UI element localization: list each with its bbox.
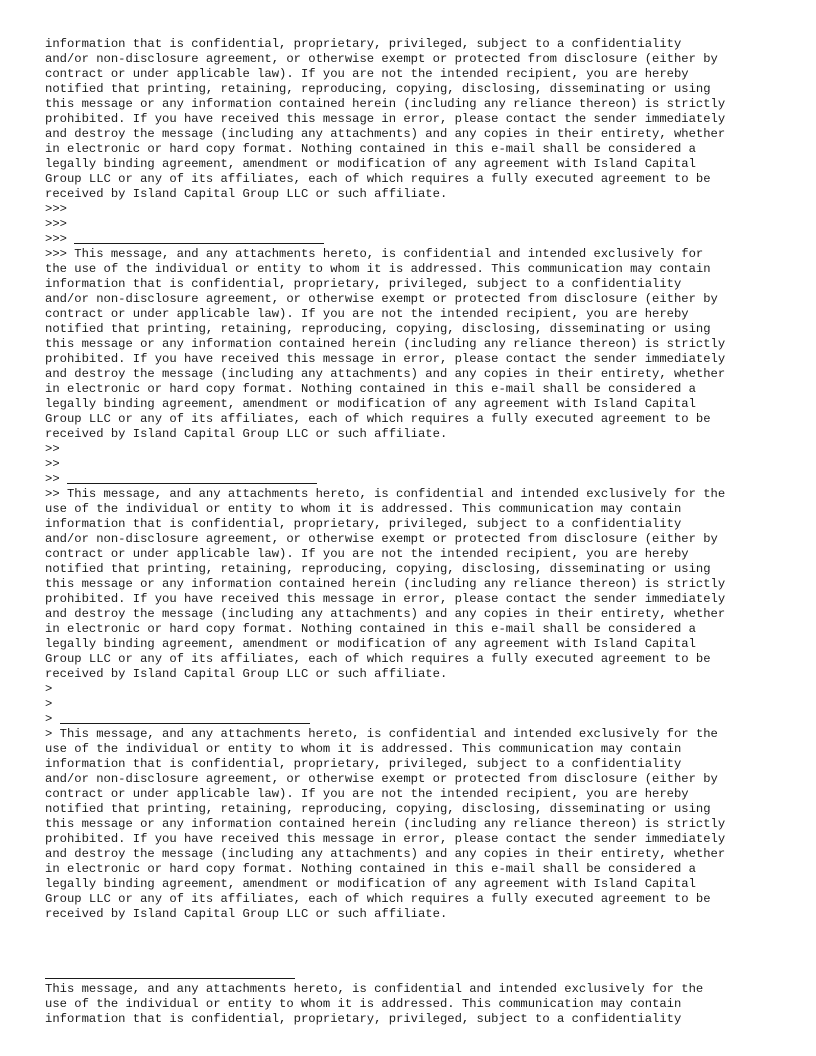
line-text: in electronic or hard copy format. Nothing contained in this e-mail shall be considered a: [45, 622, 696, 636]
text-line: [45, 892, 785, 907]
text-line: [45, 157, 785, 172]
text-line: [45, 292, 785, 307]
text-line: [45, 82, 785, 97]
line-text: and destroy the message (including any attachments) and any copies in their entirety, whether: [45, 367, 726, 381]
line-text: legally binding agreement, amendment or modification of any agreement with Island Capital: [45, 877, 696, 891]
text-line: [45, 442, 785, 457]
text-line: [45, 502, 785, 517]
text-line: [45, 832, 785, 847]
separator-rule: [60, 712, 310, 724]
line-text: information that is confidential, proprietary, privileged, subject to a confidentiality: [45, 757, 682, 771]
line-text: information that is confidential, proprietary, privileged, subject to a confidentiality: [45, 517, 682, 531]
line-text: this message or any information contained herein (including any reliance thereon) is strictly: [45, 577, 726, 591]
line-text: in electronic or hard copy format. Nothing contained in this e-mail shall be considered a: [45, 862, 696, 876]
text-line: [45, 172, 785, 187]
text-line: [45, 487, 785, 502]
text-line: [45, 37, 785, 52]
line-text: use of the individual or entity to whom it is addressed. This communication may contain: [45, 997, 682, 1011]
line-text: legally binding agreement, amendment or modification of any agreement with Island Capital: [45, 397, 696, 411]
line-text: >>: [45, 472, 67, 486]
text-line: [45, 937, 785, 952]
text-line: [45, 532, 785, 547]
line-text: >: [45, 712, 60, 726]
text-line: [45, 637, 785, 652]
text-line: [45, 907, 785, 922]
text-line: [45, 922, 785, 937]
line-text: legally binding agreement, amendment or modification of any agreement with Island Capital: [45, 157, 696, 171]
line-text: and destroy the message (including any attachments) and any copies in their entirety, whether: [45, 847, 726, 861]
text-line: [45, 277, 785, 292]
line-text: this message or any information contained herein (including any reliance thereon) is strictly: [45, 337, 726, 351]
line-text: and destroy the message (including any attachments) and any copies in their entirety, whether: [45, 127, 726, 141]
line-text: contract or under applicable law). If you are not the intended recipient, you are hereby: [45, 307, 689, 321]
separator-rule: [74, 232, 324, 244]
line-text: >>>: [45, 202, 67, 216]
text-line: [45, 67, 785, 82]
line-text: prohibited. If you have received this message in error, please contact the sender immediately: [45, 832, 726, 846]
text-line: [45, 817, 785, 832]
line-text: information that is confidential, proprietary, privileged, subject to a confidentiality: [45, 1012, 682, 1026]
line-text: >>> This message, and any attachments hereto, is confidential and intended exclusively for: [45, 247, 704, 261]
text-line: [45, 187, 785, 202]
text-line: [45, 382, 785, 397]
line-text: in electronic or hard copy format. Nothing contained in this e-mail shall be considered a: [45, 382, 696, 396]
line-text: >>>: [45, 217, 67, 231]
line-text: and/or non-disclosure agreement, or otherwise exempt or protected from disclosure (either by: [45, 532, 718, 546]
text-line: [45, 967, 785, 982]
text-line: [45, 682, 785, 697]
text-line: [45, 577, 785, 592]
text-line: [45, 1012, 785, 1027]
text-line: [45, 457, 785, 472]
text-line: [45, 622, 785, 637]
line-text: and/or non-disclosure agreement, or otherwise exempt or protected from disclosure (either by: [45, 292, 718, 306]
line-text: received by Island Capital Group LLC or such affiliate.: [45, 667, 448, 681]
line-text: notified that printing, retaining, reproducing, copying, disclosing, disseminating or using: [45, 82, 711, 96]
line-text: received by Island Capital Group LLC or such affiliate.: [45, 427, 448, 441]
text-line: [45, 352, 785, 367]
line-text: Group LLC or any of its affiliates, each of which requires a fully executed agreement to be: [45, 172, 711, 186]
text-line: [45, 262, 785, 277]
line-text: received by Island Capital Group LLC or such affiliate.: [45, 907, 448, 921]
text-line: [45, 877, 785, 892]
text-line: [45, 412, 785, 427]
text-line: [45, 472, 785, 487]
separator-rule: [45, 967, 295, 979]
line-text: >>: [45, 457, 60, 471]
line-text: notified that printing, retaining, reproducing, copying, disclosing, disseminating or using: [45, 802, 711, 816]
text-line: [45, 862, 785, 877]
line-text: >>>: [45, 232, 75, 246]
line-text: use of the individual or entity to whom it is addressed. This communication may contain: [45, 502, 682, 516]
text-line: [45, 517, 785, 532]
line-text: this message or any information contained herein (including any reliance thereon) is strictly: [45, 817, 726, 831]
text-line: [45, 217, 785, 232]
text-line: [45, 127, 785, 142]
line-text: in electronic or hard copy format. Nothing contained in this e-mail shall be considered a: [45, 142, 696, 156]
line-text: contract or under applicable law). If you are not the intended recipient, you are hereby: [45, 547, 689, 561]
text-line: [45, 952, 785, 967]
text-line: [45, 847, 785, 862]
line-text: and/or non-disclosure agreement, or otherwise exempt or protected from disclosure (either by: [45, 772, 718, 786]
text-line: [45, 427, 785, 442]
line-text: notified that printing, retaining, reproducing, copying, disclosing, disseminating or using: [45, 562, 711, 576]
line-text: the use of the individual or entity to whom it is addressed. This communication may contain: [45, 262, 711, 276]
line-text: >: [45, 682, 53, 696]
text-line: [45, 562, 785, 577]
line-text: and/or non-disclosure agreement, or otherwise exempt or protected from disclosure (either by: [45, 52, 718, 66]
line-text: Group LLC or any of its affiliates, each of which requires a fully executed agreement to be: [45, 892, 711, 906]
line-text: information that is confidential, proprietary, privileged, subject to a confidentiality: [45, 277, 682, 291]
text-line: [45, 322, 785, 337]
line-text: information that is confidential, proprietary, privileged, subject to a confidentiality: [45, 37, 682, 51]
text-line: [45, 787, 785, 802]
text-line: [45, 367, 785, 382]
text-line: [45, 247, 785, 262]
line-text: prohibited. If you have received this message in error, please contact the sender immediately: [45, 352, 726, 366]
text-line: [45, 667, 785, 682]
line-text: notified that printing, retaining, reproducing, copying, disclosing, disseminating or using: [45, 322, 711, 336]
text-line: [45, 547, 785, 562]
line-text: prohibited. If you have received this message in error, please contact the sender immediately: [45, 592, 726, 606]
text-line: [45, 112, 785, 127]
email-body: [45, 37, 785, 1027]
text-line: [45, 997, 785, 1012]
text-line: [45, 142, 785, 157]
text-line: [45, 802, 785, 817]
text-line: [45, 727, 785, 742]
text-line: [45, 757, 785, 772]
line-text: received by Island Capital Group LLC or such affiliate.: [45, 187, 448, 201]
line-text: this message or any information contained herein (including any reliance thereon) is strictly: [45, 97, 726, 111]
text-line: [45, 697, 785, 712]
line-text: legally binding agreement, amendment or modification of any agreement with Island Capital: [45, 637, 696, 651]
line-text: > This message, and any attachments hereto, is confidential and intended exclusively for the: [45, 727, 718, 741]
line-text: >> This message, and any attachments hereto, is confidential and intended exclusively for the: [45, 487, 726, 501]
line-text: Group LLC or any of its affiliates, each of which requires a fully executed agreement to be: [45, 652, 711, 666]
text-line: [45, 607, 785, 622]
text-line: [45, 337, 785, 352]
line-text: This message, and any attachments hereto, is confidential and intended exclusively for the: [45, 982, 704, 996]
text-line: [45, 742, 785, 757]
text-line: [45, 712, 785, 727]
text-line: [45, 307, 785, 322]
text-line: [45, 982, 785, 997]
line-text: use of the individual or entity to whom it is addressed. This communication may contain: [45, 742, 682, 756]
text-line: [45, 52, 785, 67]
line-text: and destroy the message (including any attachments) and any copies in their entirety, whether: [45, 607, 726, 621]
line-text: >>: [45, 442, 60, 456]
text-line: [45, 652, 785, 667]
line-text: Group LLC or any of its affiliates, each of which requires a fully executed agreement to be: [45, 412, 711, 426]
line-text: contract or under applicable law). If you are not the intended recipient, you are hereby: [45, 67, 689, 81]
text-line: [45, 772, 785, 787]
text-line: [45, 232, 785, 247]
line-text: prohibited. If you have received this message in error, please contact the sender immediately: [45, 112, 726, 126]
text-line: [45, 592, 785, 607]
line-text: contract or under applicable law). If you are not the intended recipient, you are hereby: [45, 787, 689, 801]
text-line: [45, 397, 785, 412]
text-line: [45, 97, 785, 112]
separator-rule: [67, 472, 317, 484]
line-text: >: [45, 697, 53, 711]
text-line: [45, 202, 785, 217]
